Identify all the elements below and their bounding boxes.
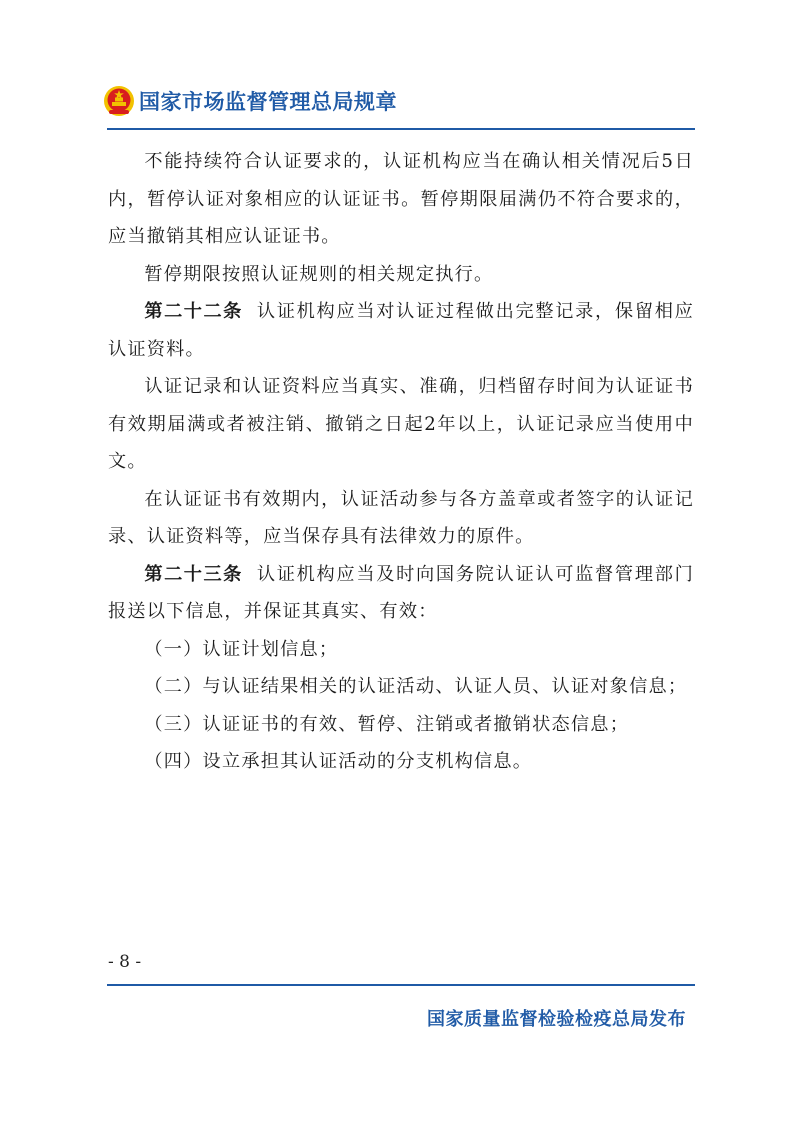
header-title: 国家市场监督管理总局规章 xyxy=(139,90,397,114)
list-item: （一）认证计划信息； xyxy=(144,638,339,660)
article-22-number: 第二十二条 xyxy=(144,301,243,322)
paragraph-suspension: 不能持续符合认证要求的，认证机构应当在确认相关情况后5日内，暂停认证对象相应的认证证书。暂停期限届满仍不符合要求的，应当撤销其相应认证证书。 xyxy=(108,151,694,247)
list-item: （四）设立承担其认证活动的分支机构信息。 xyxy=(144,751,533,772)
page-header xyxy=(103,84,397,118)
article-23 xyxy=(108,556,694,631)
paragraph-records-retention: 认证记录和认证资料应当真实、准确，归档留存时间为认证证书有效期届满或者被注销、撤销之日起2年以上，认证记录应当使用中文。 xyxy=(108,376,694,472)
list-item: （三）认证证书的有效、暂停、注销或者撤销状态信息； xyxy=(144,713,630,735)
article-23-number: 第二十三条 xyxy=(144,563,243,585)
article-22-text: 认证机构应当对认证过程做出完整记录，保留相应认证资料。 xyxy=(108,301,694,360)
list-item: （二）与认证结果相关的认证活动、认证人员、认证对象信息； xyxy=(144,676,688,697)
article-23-text: 认证机构应当及时向国务院认证认可监督管理部门报送以下信息，并保证其真实、有效： xyxy=(108,563,694,622)
footer-divider xyxy=(107,984,695,986)
paragraph-suspension-period: 暂停期限按照认证规则的相关规定执行。 xyxy=(144,263,494,285)
footer-publisher: 国家质量监督检验检疫总局发布 xyxy=(427,1009,686,1030)
header-divider xyxy=(107,128,695,130)
article-22 xyxy=(108,293,694,368)
paragraph-original-documents: 在认证证书有效期内，认证活动参与各方盖章或者签字的认证记录、认证资料等，应当保存具有法律效力的原件。 xyxy=(108,488,694,547)
document-body xyxy=(108,143,694,781)
page-number: - 8 - xyxy=(108,952,142,972)
national-emblem-icon xyxy=(103,85,135,117)
